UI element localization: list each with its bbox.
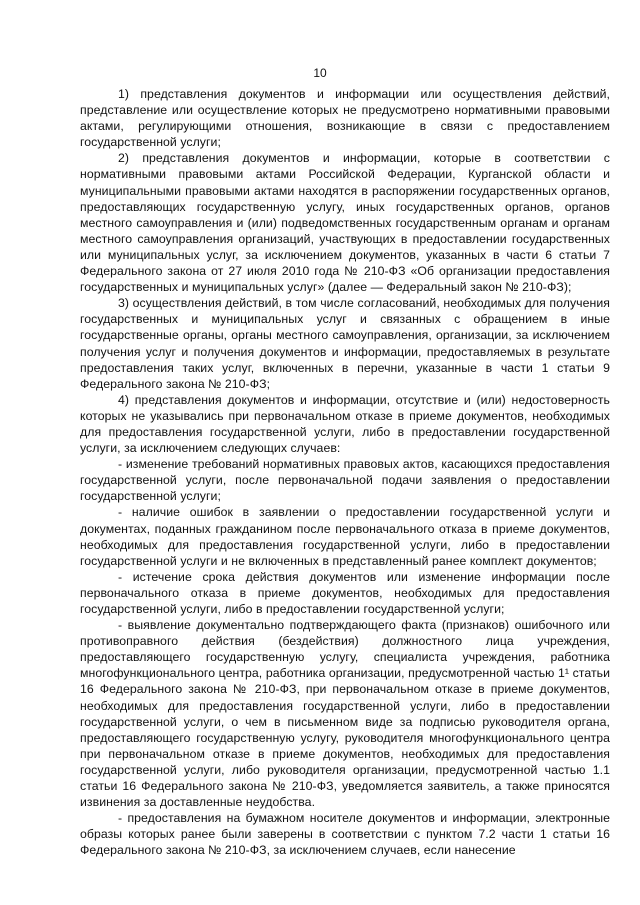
paragraph-2: 2) представления документов и информации, которые в соответствии с нормативными правовыми актами Российской Федерации, Курганской области и муниципальными правовыми актами находятся в распоряжении государственных органов, предоставляющих государственную услугу, иных государственных органов, органов местного самоуправления и (или) подведомственных государственным органам и органам местного самоуправления организаций, участвующих в предоставлении государственных или муниципальных услуг, за исключением документов, указанных в части 6 статьи 7 Федерального закона от 27 июля 2010 года № 210-ФЗ «Об организации предоставления государственных и муниципальных услуг» (далее — Федеральный закон № 210-ФЗ);	[80, 151, 610, 295]
list-item-paper-documents: - предоставления на бумажном носителе документов и информации, электронные образы которых ранее были заверены в соответствии с пунктом 7.2 части 1 статьи 16 Федерального закона № 210-ФЗ, за исключением случаев, если нанесение	[80, 811, 610, 858]
list-item-requirements-change: - изменение требований нормативных правовых актов, касающихся предоставления государственной услуги, после первоначальной подачи заявления о предоставлении государственной услуги;	[80, 457, 610, 504]
list-item-misconduct: - выявление документально подтверждающего факта (признаков) ошибочного или противоправного действия (бездействия) должностного лица учреждения, предоставляющего государственную услугу, специалиста учреждения, работника многофункционального центра, работника организации, предусмотренной частью 1¹ статьи 16 Федерального закона № 210-ФЗ, при первоначальном отказе в приеме документов, необходимых для предоставления государственной услуги, либо в предоставлении государственной услуги, о чем в письменном виде за подписью руководителя органа, предоставляющего государственную услугу, руководителя многофункционального центра при первоначальном отказе в приеме документов, необходимых для предоставления государственной услуги, либо руководителя организации, предусмотренной частью 1.1 статьи 16 Федерального закона № 210-ФЗ, уведомляется заявитель, а также приносятся извинения за доставленные неудобства.	[80, 618, 610, 810]
page-number: 10	[313, 66, 327, 80]
paragraph-1: 1) представления документов и информации или осуществления действий, представление или осуществление которых не предусмотрено нормативными правовыми актами, регулирующими отношения, возникающие в связи с предоставлением государственной услуги;	[80, 87, 610, 150]
list-item-expiry: - истечение срока действия документов или изменение информации после первоначального отказа в приеме документов, необходимых для предоставления государственной услуги, либо в предоставлении государственной услуги;	[80, 569, 610, 616]
paragraph-4: 4) представления документов и информации, отсутствие и (или) недостоверность которых не указывались при первоначальном отказе в приеме документов, необходимых для предоставления государственной услуги, либо в предоставлении государственной услуги, за исключением следующих случаев:	[80, 392, 610, 456]
list-item-errors: - наличие ошибок в заявлении о предоставлении государственной услуги и документах, поданных гражданином после первоначального отказа в приеме документов, необходимых для предоставления государственной услуги, либо в предоставлении государственной услуги и не включенных в представленный ранее комплект документов;	[80, 505, 610, 568]
paragraph-3: 3) осуществления действий, в том числе согласований, необходимых для получения государственных и муниципальных услуг и связанных с обращением в иные государственные органы, органы местного самоуправления, организации, за исключением получения услуг и получения документов и информации, предоставляемых в результате предоставления таких услуг, включенных в перечни, указанные в части 1 статьи 9 Федерального закона № 210-ФЗ;	[80, 296, 610, 391]
document-body	[80, 86, 610, 859]
